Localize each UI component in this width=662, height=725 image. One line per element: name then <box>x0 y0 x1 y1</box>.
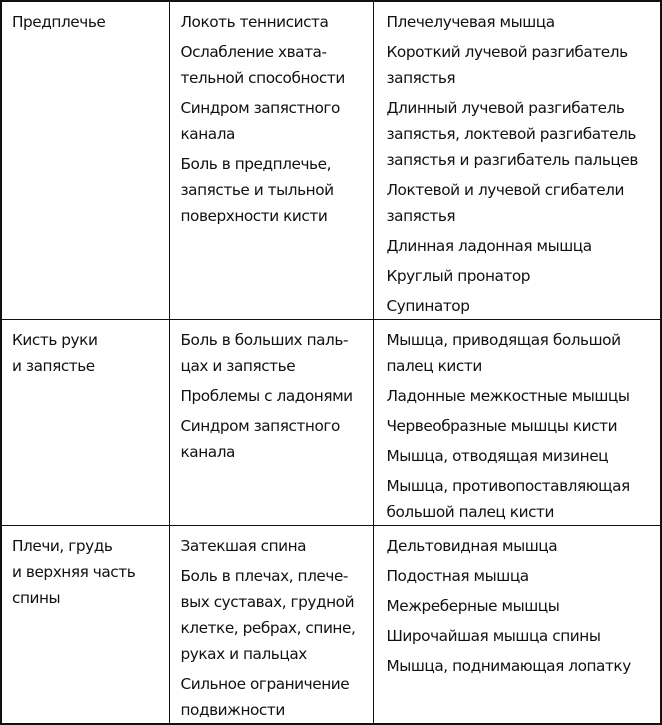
muscle-item: Длинная ладонная мышца <box>386 237 592 255</box>
symptoms-cell <box>169 320 373 526</box>
symptoms-cell <box>169 1 373 320</box>
muscle-item: Плечелучевая мышца <box>386 13 555 31</box>
symptom-item: Синдром запястного канала <box>180 417 340 461</box>
symptom-item: Боль в больших паль- цах и запястье <box>180 331 349 375</box>
muscle-item: Круглый пронатор <box>386 267 531 285</box>
muscle-item: Мышца, противопоставляющая большой палец кисти <box>386 477 630 521</box>
muscle-item: Подостная мышца <box>386 567 529 585</box>
body-area-label: Предплечье <box>12 13 106 31</box>
body-area-cell <box>1 320 169 526</box>
table-row <box>1 526 661 725</box>
symptom-item: Локоть теннисиста <box>180 13 329 31</box>
symptom-item: Боль в плечах, плече- вых суставах, грудной клетке, ребрах, спине, руках и пальцах <box>180 567 356 663</box>
muscle-item: Межреберные мышцы <box>386 597 560 615</box>
symptom-item: Проблемы с ладонями <box>180 387 353 405</box>
body-area-label: Кисть руки и запястье <box>12 331 98 375</box>
body-area-cell <box>1 526 169 725</box>
muscle-item: Локтевой и лучевой сгибатели запястья <box>386 181 624 225</box>
table-row <box>1 320 661 526</box>
body-area-label: Плечи, грудь и верхняя часть спины <box>12 537 136 607</box>
symptom-item: Ослабление хвата- тельной способности <box>180 43 345 87</box>
muscle-item: Мышца, отводящая мизинец <box>386 447 609 465</box>
muscles-cell <box>373 526 661 725</box>
muscle-item: Ладонные межкостные мышцы <box>386 387 630 405</box>
muscle-item: Широчайшая мышца спины <box>386 627 601 645</box>
muscles-cell <box>373 320 661 526</box>
symptom-item: Сильное ограничение подвижности <box>180 675 350 719</box>
muscle-item: Мышца, поднимающая лопатку <box>386 657 631 675</box>
muscle-item: Дельтовидная мышца <box>386 537 558 555</box>
symptom-item: Боль в предплечье, запястье и тыльной поверхности кисти <box>180 155 334 225</box>
symptom-item: Затекшая спина <box>180 537 307 555</box>
muscle-item: Супинатор <box>386 297 470 315</box>
table-row <box>1 1 661 320</box>
muscle-item: Мышца, приводящая большой палец кисти <box>386 331 621 375</box>
muscles-cell <box>373 1 661 320</box>
body-area-cell <box>1 1 169 320</box>
muscle-item: Длинный лучевой разгибатель запястья, локтевой разгибатель запястья и разгибатель пальцев <box>386 99 638 169</box>
muscle-item: Червеобразные мышцы кисти <box>386 417 618 435</box>
muscle-item: Короткий лучевой разгибатель запястья <box>386 43 628 87</box>
symptom-item: Синдром запястного канала <box>180 99 340 143</box>
symptoms-cell <box>169 526 373 725</box>
